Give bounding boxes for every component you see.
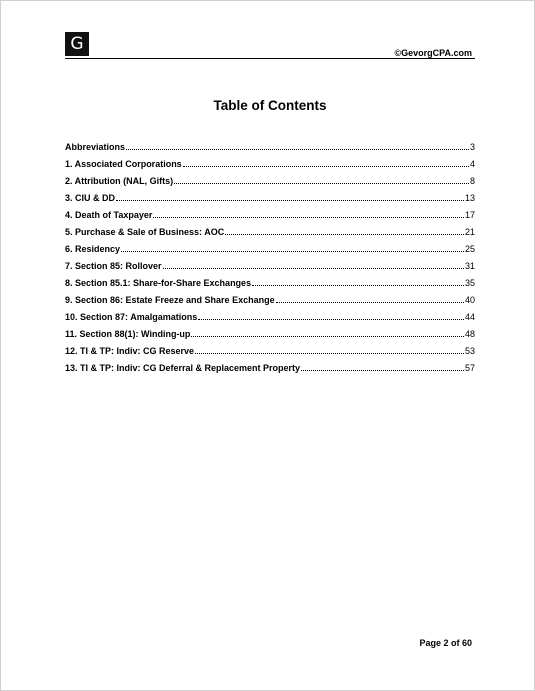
- toc-entry-page[interactable]: 21: [464, 227, 475, 237]
- toc-entry[interactable]: [65, 176, 475, 193]
- toc-entry[interactable]: [65, 261, 475, 278]
- toc-dot-leader: [121, 250, 464, 252]
- toc-entry-page[interactable]: 40: [464, 295, 475, 305]
- toc-entry-page[interactable]: 8: [469, 176, 475, 186]
- toc-entry-page[interactable]: 17: [464, 210, 475, 220]
- toc-entry-page[interactable]: 57: [464, 363, 475, 373]
- toc-entry-label[interactable]: 3. CIU & DD: [65, 193, 116, 203]
- toc-entry-page[interactable]: 25: [464, 244, 475, 254]
- table-of-contents: [65, 142, 475, 380]
- toc-entry-page[interactable]: 31: [464, 261, 475, 271]
- toc-entry[interactable]: [65, 363, 475, 380]
- toc-entry-page[interactable]: 44: [464, 312, 475, 322]
- toc-entry[interactable]: [65, 227, 475, 244]
- toc-entry-page[interactable]: 4: [469, 159, 475, 169]
- toc-entry-label[interactable]: 12. TI & TP: Indiv: CG Reserve: [65, 346, 195, 356]
- toc-entry-label[interactable]: 1. Associated Corporations: [65, 159, 182, 169]
- toc-dot-leader: [225, 233, 464, 235]
- toc-entry-label[interactable]: 13. TI & TP: Indiv: CG Deferral & Replacement Property: [65, 363, 301, 373]
- toc-dot-leader: [126, 148, 469, 150]
- toc-entry-label[interactable]: 11. Section 88(1): Winding-up: [65, 329, 191, 339]
- toc-entry-label[interactable]: Abbreviations: [65, 142, 126, 152]
- site-name: ©GevorgCPA.com: [394, 48, 472, 58]
- toc-entry-label[interactable]: 2. Attribution (NAL, Gifts): [65, 176, 174, 186]
- logo: G: [65, 32, 89, 56]
- toc-entry[interactable]: [65, 142, 475, 159]
- toc-entry[interactable]: [65, 312, 475, 329]
- toc-dot-leader: [174, 182, 469, 184]
- toc-entry-label[interactable]: 10. Section 87: Amalgamations: [65, 312, 198, 322]
- header-divider: [65, 58, 475, 59]
- toc-dot-leader: [301, 369, 464, 371]
- toc-entry-label[interactable]: 4. Death of Taxpayer: [65, 210, 153, 220]
- toc-entry-label[interactable]: 8. Section 85.1: Share-for-Share Exchanges: [65, 278, 252, 288]
- toc-entry-label[interactable]: 9. Section 86: Estate Freeze and Share Exchange: [65, 295, 275, 305]
- toc-entry[interactable]: [65, 329, 475, 346]
- toc-dot-leader: [252, 284, 464, 286]
- toc-entry[interactable]: [65, 159, 475, 176]
- toc-dot-leader: [153, 216, 464, 218]
- toc-entry-label[interactable]: 6. Residency: [65, 244, 121, 254]
- toc-dot-leader: [195, 352, 464, 354]
- toc-entry[interactable]: [65, 244, 475, 261]
- toc-dot-leader: [191, 335, 464, 337]
- toc-entry-page[interactable]: 48: [464, 329, 475, 339]
- toc-entry[interactable]: [65, 193, 475, 210]
- toc-title: Table of Contents: [213, 98, 327, 113]
- toc-dot-leader: [163, 267, 464, 269]
- toc-dot-leader: [116, 199, 464, 201]
- toc-entry-label[interactable]: 7. Section 85: Rollover: [65, 261, 162, 271]
- toc-entry[interactable]: [65, 278, 475, 295]
- toc-entry-page[interactable]: 13: [464, 193, 475, 203]
- page-number: Page 2 of 60: [419, 638, 472, 648]
- toc-dot-leader: [198, 318, 464, 320]
- toc-dot-leader: [276, 301, 464, 303]
- toc-dot-leader: [183, 165, 469, 167]
- toc-entry-page[interactable]: 35: [464, 278, 475, 288]
- toc-entry-page[interactable]: 3: [469, 142, 475, 152]
- toc-entry[interactable]: [65, 346, 475, 363]
- toc-entry[interactable]: [65, 210, 475, 227]
- toc-entry-label[interactable]: 5. Purchase & Sale of Business: AOC: [65, 227, 225, 237]
- toc-entry-page[interactable]: 53: [464, 346, 475, 356]
- toc-entry[interactable]: [65, 295, 475, 312]
